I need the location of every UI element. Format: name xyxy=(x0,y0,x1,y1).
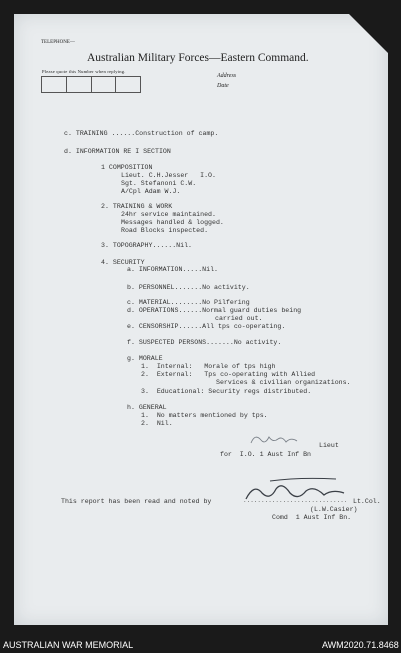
letterhead-title: Australian Military Forces—Eastern Command. xyxy=(87,52,309,64)
handwritten-signature-1 xyxy=(247,431,307,449)
security-heading: 4. SECURITY xyxy=(101,259,145,266)
security-b: b. PERSONNEL.......No activity. xyxy=(127,284,250,291)
topography-line: 3. TOPOGRAPHY......Nil. xyxy=(101,242,193,249)
security-e: e. CENSORSHIP......All tps co-operating. xyxy=(127,323,286,330)
training-work-line-3: Road Blocks inspected. xyxy=(121,227,209,234)
general-heading: h. GENERAL xyxy=(127,404,167,411)
signatory-2-rank: Lt.Col. xyxy=(353,498,381,505)
security-f: f. SUSPECTED PERSONS.......No activity. xyxy=(127,339,282,346)
address-label: Address xyxy=(217,73,237,79)
signatory-2-command: Comd 1 Aust Inf Bn. xyxy=(272,514,352,521)
general-1: 1. No matters mentioned by tps. xyxy=(141,412,268,419)
training-work-line-2: Messages handled & logged. xyxy=(121,219,224,226)
morale-external: 2. External: Tps co-operating with Allied xyxy=(141,371,316,378)
security-d: d. OPERATIONS......Normal guard duties being xyxy=(127,307,302,314)
footer-accession: AWM2020.71.8468 xyxy=(322,640,399,650)
morale-educational: 3. Educational: Security regs distributed. xyxy=(141,388,312,395)
quote-number-label: Please quote this Number when replying. xyxy=(42,69,126,74)
handwritten-signature-2 xyxy=(240,475,350,505)
training-line: c. TRAINING ......Construction of camp. xyxy=(64,130,219,137)
composition-line-2: Sgt. Stefanoni C.W. xyxy=(121,180,197,187)
morale-external-cont: Services & civilian organizations. xyxy=(216,379,351,386)
security-d-cont: carried out. xyxy=(215,315,263,322)
composition-line-3: A/Cpl Adam W.J. xyxy=(121,188,181,195)
composition-heading: 1 COMPOSITION xyxy=(101,164,153,171)
document-page xyxy=(14,14,388,625)
information-heading: d. INFORMATION RE I SECTION xyxy=(64,148,171,155)
morale-heading: g. MORALE xyxy=(127,355,163,362)
signatory-for-line: for I.O. 1 Aust Inf Bn xyxy=(220,451,312,458)
security-c: c. MATERIAL........No Pilfering xyxy=(127,299,250,306)
morale-internal: 1. Internal: Morale of tps high xyxy=(141,363,276,370)
date-label: Date xyxy=(217,83,229,89)
general-2: 2. Nil. xyxy=(141,420,173,427)
footer-credit: AUSTRALIAN WAR MEMORIAL xyxy=(3,640,134,650)
telephone-label: TELEPHONE— xyxy=(41,40,75,45)
reference-number-boxes xyxy=(41,76,141,93)
signatory-rank: Lieut xyxy=(319,442,339,449)
signature-dots: ............................. xyxy=(243,497,348,504)
report-read-note: This report has been read and noted by xyxy=(61,498,212,505)
composition-line-1: Lieut. C.H.Jesser I.O. xyxy=(121,172,216,179)
training-work-line-1: 24hr service maintained. xyxy=(121,211,216,218)
folded-corner xyxy=(349,14,389,54)
security-a: a. INFORMATION.....Nil. xyxy=(127,266,219,273)
training-work-heading: 2. TRAINING & WORK xyxy=(101,203,173,210)
signatory-2-name: (L.W.Casier) xyxy=(310,506,358,513)
